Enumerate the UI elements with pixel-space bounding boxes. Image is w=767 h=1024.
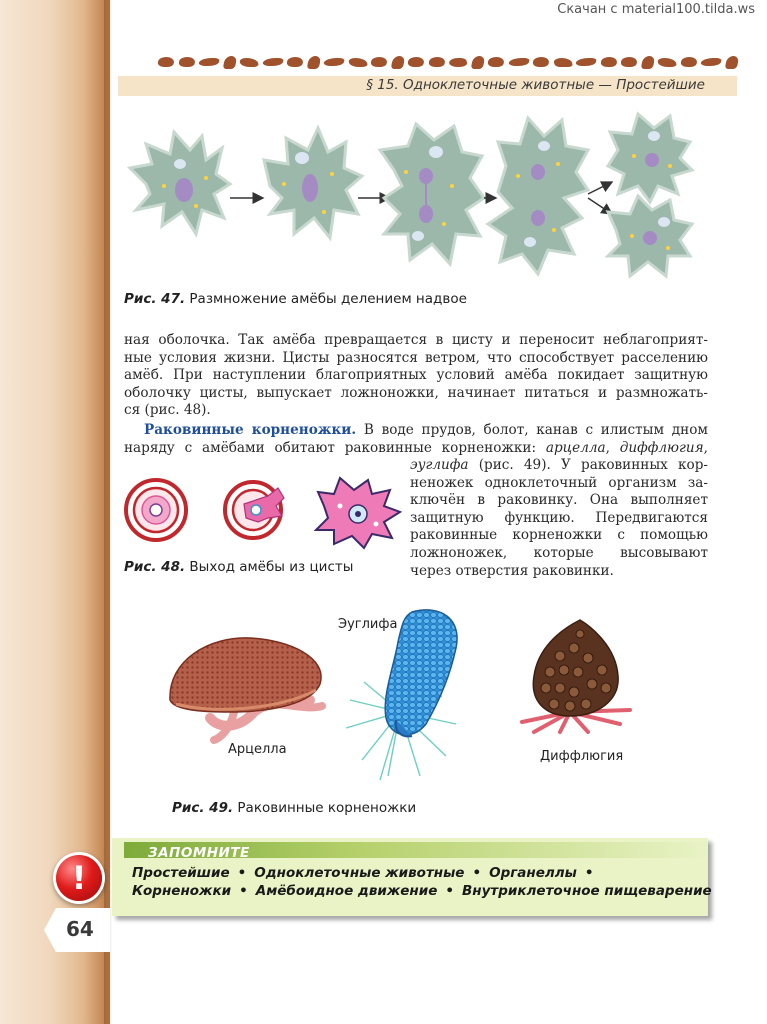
figure-49-text: Раковинные корненожки xyxy=(237,800,417,816)
euglypha-illustration xyxy=(346,610,457,780)
term: Амёбоидное движение xyxy=(255,883,438,899)
term: Одноклеточные животные xyxy=(254,865,465,881)
species-arcella: арцелла xyxy=(545,439,606,456)
text-line: ложноножек, которые высовывают xyxy=(410,544,708,561)
figure-49-label: Рис. 49. xyxy=(172,800,234,816)
label-euglypha: Эуглифа xyxy=(338,617,398,632)
amoeba-daughter-2 xyxy=(608,196,692,276)
section-title: § 15. Одноклеточные животные — Простейшие xyxy=(366,77,705,93)
figure-48-label: Рис. 48. xyxy=(124,559,186,575)
amoeba-stage-2 xyxy=(264,128,362,238)
term: Внутриклеточное пищеварение xyxy=(462,883,712,899)
figure-47-text: Размножение амёбы делением надвое xyxy=(189,291,467,307)
section-header xyxy=(118,76,737,96)
watermark: Скачан с material100.tilda.ws xyxy=(557,2,755,17)
figure-49-caption xyxy=(172,800,416,816)
text-line: ные условия жизни. Цисты разносятся ветром, что способствует расселению xyxy=(124,349,708,366)
page-number: 64 xyxy=(66,917,94,941)
term: Органеллы xyxy=(489,865,577,881)
text-line: раковинные корненожки с помощью xyxy=(410,527,708,544)
term-shelled-rhizopods: Раковинные корненожки. xyxy=(144,422,357,438)
figure-48-caption xyxy=(124,559,353,575)
remember-header xyxy=(124,842,708,861)
label-arcella: Арцелла xyxy=(228,742,287,757)
term: Простейшие xyxy=(132,865,230,881)
figure-48-text: Выход амёбы из цисты xyxy=(189,559,354,575)
remember-terms-line-2: Корненожки • Амёбоидное движение • Внутриклеточное пищеварение xyxy=(132,883,712,899)
text-line: эуглифа (рис. 49). У раковинных кор- xyxy=(410,457,708,473)
paragraph-shelled-rhizopods xyxy=(124,422,708,457)
cyst-opening xyxy=(225,482,284,538)
amoeba-stage-4 xyxy=(488,118,588,274)
species-difflugia: диффлюгия xyxy=(619,439,704,456)
text-line: неножек одноклеточный организм за- xyxy=(410,474,708,491)
spine-shadow xyxy=(104,0,112,1024)
amoeba-free xyxy=(316,478,400,548)
remember-title: ЗАПОМНИТЕ xyxy=(148,845,250,861)
text-line: амёб. При наступлении благоприятных условий амёба покидает защитную xyxy=(124,367,708,384)
cyst-closed xyxy=(126,480,186,540)
text-line: защитную функцию. Передвигаются xyxy=(410,509,708,526)
amoeba-daughter-1 xyxy=(608,114,692,202)
text-line: оболочку цисты, выпускает ложноножки, начинает питаться и размножать- xyxy=(124,384,708,401)
label-difflugia: Диффлюгия xyxy=(540,749,624,764)
text-line: ся (рис. 48). xyxy=(124,402,211,419)
text-line: через отверстия раковинки. xyxy=(410,562,614,579)
text-line: Раковинные корненожки. В воде прудов, болот, канав с илистым дном xyxy=(144,422,708,438)
paragraph-cyst xyxy=(124,332,708,420)
figure-47-label: Рис. 47. xyxy=(124,291,186,307)
term: Корненожки xyxy=(132,883,232,899)
decorative-animal-silhouettes xyxy=(158,52,738,72)
figure-47-caption xyxy=(124,291,467,307)
text-line: ная оболочка. Так амёба превращается в цисту и переносит неблагоприят- xyxy=(124,332,708,348)
species-euglypha: эуглифа xyxy=(410,457,469,473)
figure-47-amoeba-division xyxy=(118,106,718,288)
exclamation-icon: ! xyxy=(56,855,102,901)
figure-48-amoeba-cyst xyxy=(118,470,408,550)
arcella-illustration xyxy=(170,638,322,740)
text-line: наряду с амёбами обитают раковинные корненожки: арцелла, диффлюгия, xyxy=(124,439,708,456)
remember-terms-line-1: Простейшие • Одноклеточные животные • Органеллы • xyxy=(132,865,594,881)
paragraph-shelled-rhizopods-cont xyxy=(410,457,708,580)
text-line: ключён в раковинку. Она выполняет xyxy=(410,492,708,509)
amoeba-stage-3 xyxy=(380,124,484,264)
remember-box xyxy=(112,838,712,916)
difflugia-illustration xyxy=(522,620,630,732)
amoeba-stage-1 xyxy=(130,132,230,234)
